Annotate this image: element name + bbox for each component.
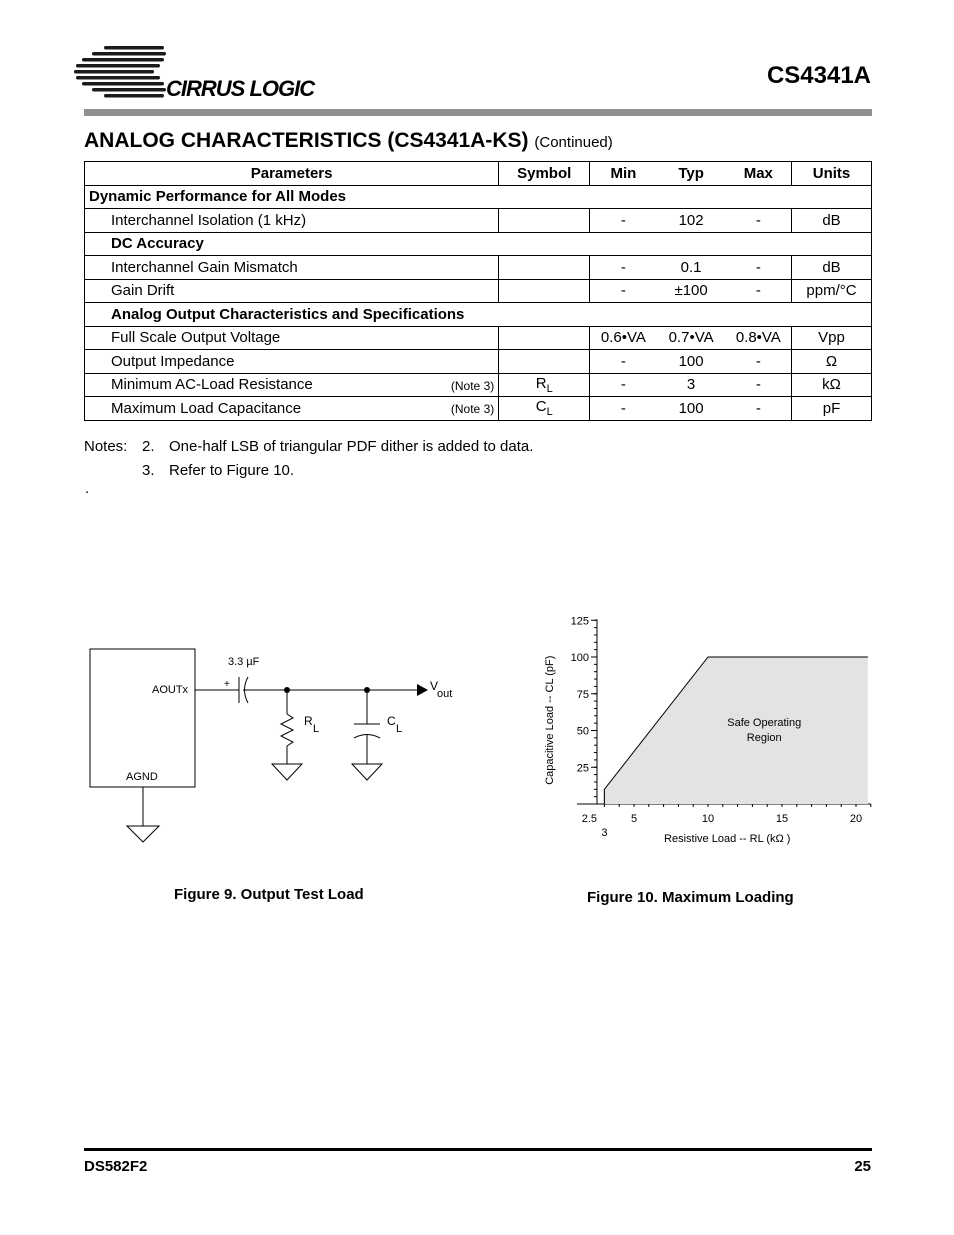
- note-2: [84, 435, 533, 459]
- figure10-caption: Figure 10. Maximum Loading: [587, 889, 794, 906]
- table-row: [85, 397, 872, 421]
- units-cell: dB: [792, 209, 872, 233]
- note-number: 3.: [142, 462, 155, 479]
- units-cell: Vpp: [792, 326, 872, 350]
- header-parameters: Parameters: [85, 162, 499, 186]
- header-units: Units: [792, 162, 872, 186]
- notes-block: [84, 435, 533, 483]
- x-tick-label-extra: 3: [601, 827, 608, 839]
- group-analog-output: Analog Output Characteristics and Specifications: [85, 303, 872, 327]
- group-dynamic-performance: Dynamic Performance for All Modes: [85, 185, 872, 209]
- x-tick-label: 5: [630, 813, 638, 825]
- max-cell: -: [726, 397, 792, 421]
- maximum-loading-chart: [540, 610, 880, 855]
- units-cell: Ω: [792, 350, 872, 374]
- section-continued: (Continued): [534, 134, 613, 151]
- max-cell: -: [726, 279, 792, 303]
- group-dc-accuracy: DC Accuracy: [85, 232, 872, 256]
- output-test-load-schematic: [80, 640, 480, 860]
- region-label-line2: Region: [746, 731, 782, 744]
- typ-cell: 0.7•VA: [657, 326, 726, 350]
- param-cell: [85, 397, 499, 421]
- symbol-cell: [499, 279, 590, 303]
- units-cell: dB: [792, 256, 872, 280]
- notes-label: Notes:: [84, 438, 128, 455]
- region-label-line1: Safe Operating: [727, 717, 802, 730]
- symbol-sub: L: [546, 406, 553, 419]
- cap-plus-label: +: [224, 679, 230, 690]
- ground-symbol: [127, 826, 159, 842]
- rl-label: R: [304, 714, 313, 728]
- y-tick-label: 100: [570, 652, 589, 664]
- ground-symbol: [352, 764, 382, 780]
- min-cell: -: [590, 373, 657, 397]
- analog-characteristics-table: [84, 161, 872, 421]
- note-ref: (Note 3): [450, 378, 495, 393]
- table-row: [85, 326, 872, 350]
- output-arrow: [417, 684, 428, 696]
- table-row: [85, 209, 872, 233]
- table-row: [85, 373, 872, 397]
- footer-rule: [84, 1148, 872, 1151]
- min-cell: -: [590, 209, 657, 233]
- note-number: 2.: [142, 438, 155, 455]
- cap-value-label: 3.3 µF: [228, 656, 260, 668]
- header-max: Max: [726, 162, 792, 186]
- x-tick-label: 10: [701, 813, 715, 825]
- symbol-cell: [499, 350, 590, 374]
- units-cell: ppm/°C: [792, 279, 872, 303]
- units-cell: pF: [792, 397, 872, 421]
- min-cell: -: [590, 279, 657, 303]
- note-text: Refer to Figure 10.: [169, 462, 295, 479]
- y-axis-title: Capacitive Load -- CL (pF): [544, 655, 556, 785]
- typ-cell: 100: [657, 350, 726, 374]
- typ-cell: 102: [657, 209, 726, 233]
- max-cell: 0.8•VA: [726, 326, 792, 350]
- cl-label: C: [387, 714, 396, 728]
- max-cell: -: [726, 350, 792, 374]
- group-row: [85, 185, 872, 209]
- symbol-cell: [499, 397, 590, 421]
- table-row: [85, 256, 872, 280]
- min-cell: -: [590, 397, 657, 421]
- section-title: [84, 129, 613, 153]
- page-number: 25: [854, 1158, 871, 1175]
- safe-operating-region: [604, 657, 867, 804]
- symbol-cell: [499, 256, 590, 280]
- note-ref: (Note 3): [450, 402, 495, 416]
- document-id: DS582F2: [84, 1158, 148, 1175]
- typ-cell: ±100: [657, 279, 726, 303]
- rl-subscript: L: [313, 723, 320, 735]
- junction-dot: [364, 687, 370, 693]
- symbol-cell: [499, 373, 590, 397]
- param-text: Maximum Load Capacitance: [111, 399, 302, 417]
- table-row: [85, 279, 872, 303]
- param-cell: Gain Drift: [85, 279, 499, 303]
- header-min: Min: [590, 162, 657, 186]
- typ-cell: 0.1: [657, 256, 726, 280]
- vout-label: V: [430, 679, 439, 693]
- cl-subscript: L: [396, 723, 403, 735]
- param-cell: Interchannel Isolation (1 kHz): [85, 209, 499, 233]
- header-typ: Typ: [657, 162, 726, 186]
- dac-block: [90, 649, 195, 787]
- logo-wordmark: CIRRUS LOGIC: [166, 76, 315, 101]
- y-tick-label: 50: [576, 725, 589, 738]
- group-row: [85, 232, 872, 256]
- units-cell: kΩ: [792, 373, 872, 397]
- typ-cell: 3: [657, 373, 726, 397]
- header-rule: [84, 109, 872, 116]
- note-text: One-half LSB of triangular PDF dither is added to data.: [169, 438, 534, 455]
- table-header-row: [85, 162, 872, 186]
- symbol-sub: L: [546, 382, 553, 395]
- y-tick-label: 75: [576, 688, 589, 701]
- ground-symbol: [272, 764, 302, 780]
- figure9-caption: Figure 9. Output Test Load: [174, 886, 364, 903]
- junction-dot: [284, 687, 290, 693]
- y-tick-label: 125: [570, 615, 589, 628]
- agnd-label: AGND: [126, 771, 158, 783]
- group-row: [85, 303, 872, 327]
- x-tick-label: 2.5: [581, 813, 597, 825]
- stray-period: .: [85, 480, 90, 497]
- aout-label: AOUTx: [152, 684, 189, 696]
- symbol-main: C: [535, 398, 547, 416]
- param-cell: Output Impedance: [85, 350, 499, 374]
- table-row: [85, 350, 872, 374]
- part-number: CS4341A: [766, 62, 871, 89]
- vout-subscript: out: [437, 688, 453, 700]
- min-cell: -: [590, 350, 657, 374]
- note-3: [84, 459, 533, 483]
- x-tick-label: 15: [775, 813, 789, 825]
- param-cell: Full Scale Output Voltage: [85, 326, 499, 350]
- resistor-symbol: [281, 714, 293, 746]
- max-cell: -: [726, 209, 792, 233]
- max-cell: -: [726, 373, 792, 397]
- section-title-text: ANALOG CHARACTERISTICS (CS4341A-KS): [84, 129, 529, 152]
- typ-cell: 100: [657, 397, 726, 421]
- min-cell: 0.6•VA: [590, 326, 657, 350]
- max-cell: -: [726, 256, 792, 280]
- param-cell: Interchannel Gain Mismatch: [85, 256, 499, 280]
- x-axis-title: Resistive Load -- RL (kΩ ): [664, 833, 791, 845]
- param-text: Minimum AC-Load Resistance: [111, 376, 313, 394]
- header-symbol: Symbol: [499, 162, 590, 186]
- y-tick-label: 25: [576, 762, 589, 775]
- symbol-cell: [499, 209, 590, 233]
- min-cell: -: [590, 256, 657, 280]
- x-tick-label: 20: [849, 813, 863, 825]
- symbol-main: R: [535, 374, 547, 392]
- symbol-cell: [499, 326, 590, 350]
- param-cell: [85, 373, 499, 397]
